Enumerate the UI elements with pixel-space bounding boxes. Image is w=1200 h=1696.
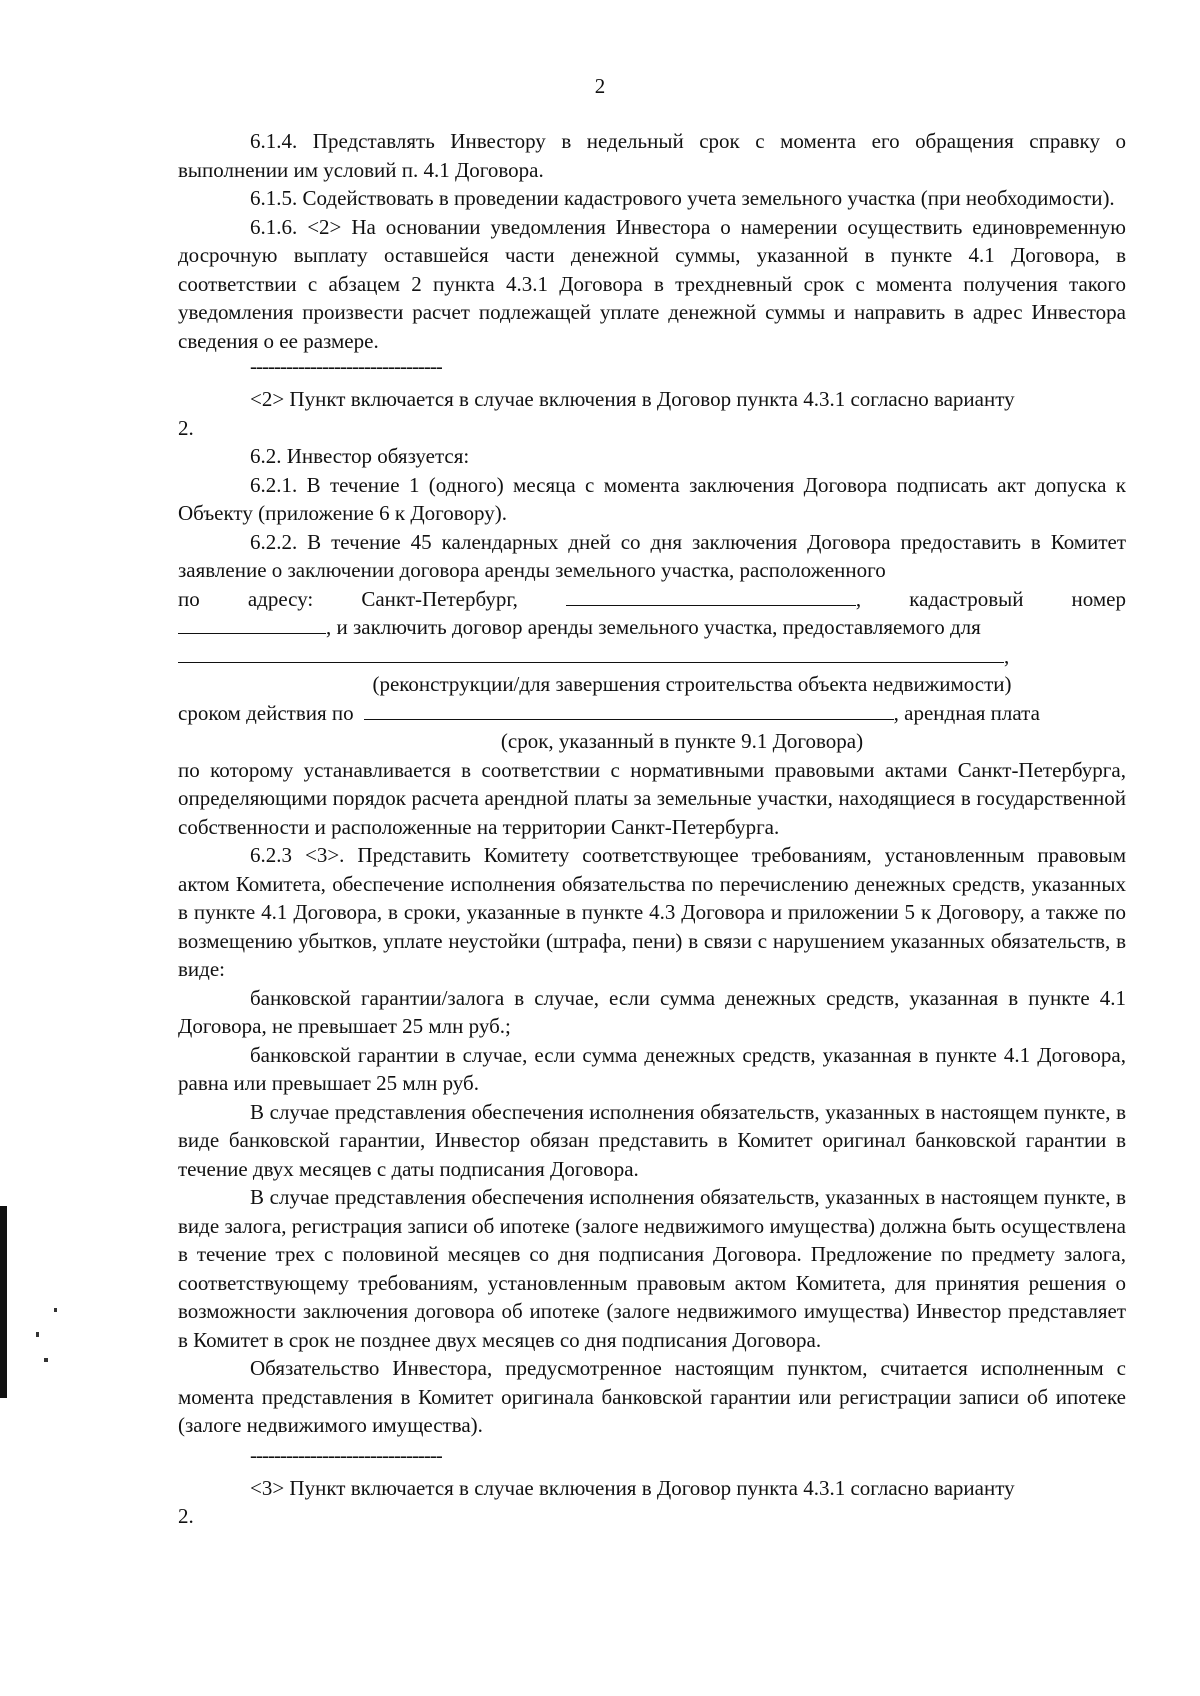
footnote-2: <2> Пункт включается в случае включения в Договор пункта 4.3.1 согласно варианту (250, 387, 1015, 411)
term-line (178, 699, 1126, 728)
purpose-line (178, 642, 1126, 671)
lease-purpose-text: , и заключить договор аренды земельного участка, предоставляемого для (326, 615, 981, 639)
number-label: номер (1071, 586, 1126, 611)
address-city: Санкт-Петербург, (361, 586, 518, 611)
clause-6-2-3-guarantee: В случае представления обеспечения исполнения обязательств, указанных в настоящем пункте, в виде банковской гарантии, Инвестор обязан представить в Комитет оригинал банковской гарантии в течение двух месяцев с даты подписания Договора. (178, 1099, 1126, 1181)
clause-6-2-3-pledge: В случае представления обеспечения исполнения обязательств, указанных в настоящем пункте, в виде залога, регистрация записи об ипотеке (залоге недвижимого имущества) должна быть осуществлена в течение трех с половиной месяцев со дня подписания Договора. Предложение по предмету залога, соответствующему требованиям, установленным правовым актом Комитета, для принятия решения о возможности заключения договора об ипотеке (залоге недвижимого имущества) Инвестор представляет в Комитет в срок не позднее двух месяцев со дня подписания Договора. (178, 1185, 1126, 1352)
clause-6-2-3-bullet-1: банковской гарантии/залога в случае, если сумма денежных средств, указанная в пункте 4.1 Договора, не превышает 25 млн руб.; (178, 985, 1126, 1038)
clause-6-2: 6.2. Инвестор обязуется: (250, 444, 470, 468)
page-number: 2 (594, 74, 606, 98)
address-label: адресу: (247, 586, 314, 611)
rent-label: , арендная плата (893, 700, 1040, 725)
footnote-2-tail: 2. (178, 415, 194, 440)
address-line (178, 585, 1126, 614)
document-body (178, 127, 1126, 1531)
scan-speck (54, 1308, 57, 1312)
purpose-caption: (реконструкции/для завершения строительства объекта недвижимости) (372, 672, 1012, 696)
purpose-comma: , (1004, 643, 1010, 668)
clause-6-1-5: 6.1.5. Содействовать в проведении кадастрового учета земельного участка (при необходимости). (250, 186, 1115, 210)
footnote-separator: -------------------------------- (250, 354, 442, 378)
footnote-separator-2: -------------------------------- (250, 1442, 442, 1467)
address-comma: , (855, 586, 862, 611)
scan-speck (36, 1332, 39, 1337)
scan-speck (44, 1358, 48, 1362)
scan-margin-artifact (0, 1206, 7, 1398)
address-blank (566, 585, 856, 606)
clause-6-2-2-rent: по которому устанавливается в соответствии с нормативными правовыми актами Санкт-Петербурга, определяющими порядок расчета арендной платы за земельные участки, находящиеся в государственной собственности и расположенные на территории Санкт-Петербурга. (178, 757, 1126, 839)
term-caption: (срок, указанный в пункте 9.1 Договора) (500, 729, 864, 753)
clause-6-1-4: 6.1.4. Представлять Инвестору в недельный срок с момента его обращения справку о выполнении им условий п. 4.1 Договора. (178, 129, 1126, 182)
clause-6-2-3-fulfilment: Обязательство Инвестора, предусмотренное настоящим пунктом, считается исполненным с момента представления в Комитет оригинала банковской гарантии или регистрации записи об ипотеке (залоге недвижимого имущества). (178, 1356, 1126, 1437)
cadastral-label: кадастровый (909, 586, 1024, 611)
purpose-blank (178, 642, 1004, 663)
clause-6-2-3: 6.2.3 <3>. Представить Комитету соответствующее требованиям, установленным правовым актом Комитета, обеспечение исполнения обязательства по перечислению денежных средств, указанных в пункте 4.1 Договора, в сроки, указанные в пункте 4.3 Договора и приложении 5 к Договору, а также по возмещению убытков, уплате неустойки (штрафа, пени) в связи с нарушением указанных обязательств, в виде: (178, 843, 1126, 981)
footnote-3: <3> Пункт включается в случае включения в Договор пункта 4.3.1 согласно варианту (250, 1475, 1015, 1500)
cadastral-blank (178, 613, 326, 634)
footnote-3-tail: 2. (178, 1504, 194, 1528)
term-label: сроком действия по (178, 700, 354, 725)
cadastral-line (178, 613, 1126, 642)
address-po: по (178, 586, 200, 611)
clause-6-2-1: 6.2.1. В течение 1 (одного) месяца с момента заключения Договора подписать акт допуска к Объекту (приложение 6 к Договору). (178, 472, 1126, 525)
term-blank (364, 699, 894, 720)
clause-6-2-2: 6.2.2. В течение 45 календарных дней со дня заключения Договора предоставить в Комитет заявление о заключении договора аренды земельного участка, расположенного (178, 529, 1126, 582)
clause-6-2-3-bullet-2: банковской гарантии в случае, если сумма денежных средств, указанная в пункте 4.1 Договора, равна или превышает 25 млн руб. (178, 1042, 1126, 1095)
clause-6-1-6: 6.1.6. <2> На основании уведомления Инвестора о намерении осуществить единовременную досрочную выплату оставшейся части денежной суммы, указанной в пункте 4.1 Договора, в соответствии с абзацем 2 пункта 4.3.1 Договора в трехдневный срок с момента получения такого уведомления произвести расчет подлежащей уплате денежной суммы и направить в адрес Инвестора сведения о ее размере. (178, 214, 1126, 353)
